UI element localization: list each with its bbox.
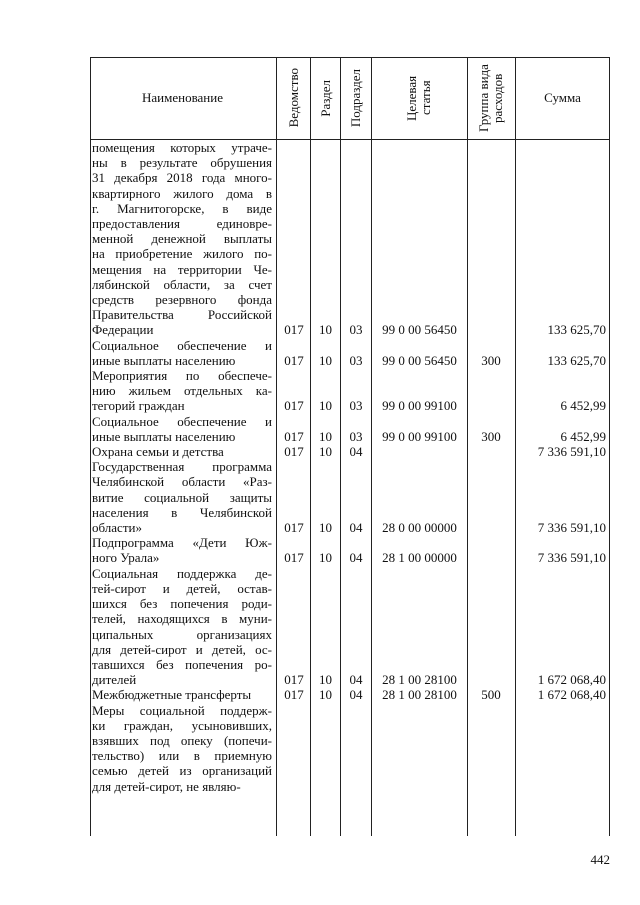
- row-name-line: Государственная программа: [92, 459, 272, 475]
- row-name-line: тельство) или в приемную: [92, 748, 272, 764]
- row-summa: 133 625,70: [547, 352, 606, 368]
- header-gruppa-cell: [468, 57, 515, 139]
- page-number: 442: [590, 852, 610, 867]
- row-razdel: 10: [319, 398, 332, 414]
- table-row: [0, 459, 640, 535]
- row-name-line: нию жильем отдельных ка-: [92, 383, 272, 399]
- row-name-line: ки граждан, усыновивших,: [92, 717, 272, 733]
- row-name-line: предоставления единовре-: [92, 216, 272, 232]
- header-podrazdel: Подраздел: [348, 68, 363, 128]
- row-razdel: 10: [319, 520, 332, 536]
- row-summa: 6 452,99: [560, 398, 606, 414]
- row-name-line: лябинской области, за счет: [92, 276, 272, 292]
- row-celevaya-statya: 28 1 00 00000: [382, 550, 457, 566]
- row-name: [92, 566, 272, 688]
- row-razdel: 10: [319, 687, 332, 703]
- row-summa: 6 452,99: [560, 428, 606, 444]
- row-razdel: 10: [319, 672, 332, 688]
- row-name-line: взявших под опеку (попечи-: [92, 732, 272, 748]
- row-name-line: Охрана семьи и детства: [92, 444, 224, 460]
- row-celevaya-statya: 99 0 00 56450: [382, 352, 457, 368]
- row-vedomstvo: 017: [284, 550, 304, 566]
- row-celevaya-statya: 99 0 00 99100: [382, 398, 457, 414]
- row-name-line: иные выплаты населению: [92, 428, 236, 444]
- row-vedomstvo: 017: [284, 672, 304, 688]
- row-podrazdel: 03: [349, 398, 363, 414]
- row-celevaya-statya: 99 0 00 56450: [382, 322, 457, 338]
- row-razdel: 10: [319, 550, 332, 566]
- row-name-line: Социальное обеспечение и: [92, 413, 272, 429]
- table-row: [0, 535, 640, 565]
- row-name-line: 31 декабря 2018 года много-: [92, 170, 272, 186]
- row-name-line: Социальное обеспечение и: [92, 337, 272, 353]
- row-razdel: 10: [319, 352, 332, 368]
- table-row: [0, 444, 640, 459]
- row-name-line: Меры социальной поддерж-: [92, 702, 272, 718]
- header-celevaya-statya: Целевая статья: [403, 75, 433, 121]
- row-name-line: тегорий граждан: [92, 398, 185, 414]
- row-podrazdel: 04: [349, 687, 363, 703]
- row-name-line: иные выплаты населению: [92, 352, 236, 368]
- row-name-line: тавшихся без попечения ро-: [92, 656, 272, 672]
- row-name-line: Подпрограмма «Дети Юж-: [92, 535, 272, 551]
- table-row: [0, 338, 640, 368]
- row-name-line: телей, находящихся в муни-: [92, 611, 272, 627]
- row-name-line: на приобретение жилого по-: [92, 246, 272, 262]
- row-name-line: средств резервного фонда: [92, 292, 272, 308]
- row-name-line: дителей: [92, 672, 137, 688]
- row-name-line: г. Магнитогорске, в виде: [92, 200, 272, 216]
- header-vedomstvo: Ведомство: [285, 68, 301, 128]
- row-name: [92, 444, 272, 459]
- row-celevaya-statya: 28 1 00 28100: [382, 687, 457, 703]
- row-name-line: шихся без попечения роди-: [92, 596, 272, 612]
- row-summa: 7 336 591,10: [537, 550, 606, 566]
- row-name-line: области»: [92, 520, 142, 536]
- row-name-line: мещения на территории Че-: [92, 261, 272, 277]
- row-name-line: для детей-сирот и детей, ос-: [92, 641, 272, 657]
- row-name-line: для детей-сирот, не являю-: [92, 778, 241, 794]
- row-podrazdel: 04: [349, 550, 363, 566]
- row-razdel: 10: [319, 444, 332, 460]
- header-name: Наименование: [142, 90, 223, 105]
- row-summa: 7 336 591,10: [537, 520, 606, 536]
- table-body: [0, 140, 640, 794]
- table-row: [0, 414, 640, 444]
- row-vedomstvo: 017: [284, 352, 304, 368]
- row-name-line: населения в Челябинской: [92, 504, 272, 520]
- row-gruppa: 300: [481, 352, 501, 368]
- row-razdel: 10: [319, 428, 332, 444]
- row-name: [92, 535, 272, 565]
- row-name: [92, 368, 272, 414]
- row-name: [92, 687, 272, 702]
- row-razdel: 10: [319, 322, 332, 338]
- row-podrazdel: 04: [349, 520, 363, 536]
- header-celevaya-cell: [372, 57, 467, 139]
- row-name-line: семью детей из организаций: [92, 763, 272, 779]
- row-name-line: ны в результате обрушения: [92, 155, 272, 171]
- row-celevaya-statya: 99 0 00 99100: [382, 428, 457, 444]
- row-name-line: витие социальной защиты: [92, 489, 272, 505]
- row-name-line: менной денежной выплаты: [92, 231, 272, 247]
- row-vedomstvo: 017: [284, 398, 304, 414]
- row-summa: 133 625,70: [547, 322, 606, 338]
- row-vedomstvo: 017: [284, 444, 304, 460]
- table-row: [0, 566, 640, 688]
- row-name-line: Социальная поддержка де-: [92, 565, 272, 581]
- row-name-line: ципальных организациях: [92, 626, 272, 642]
- header-razdel: Раздел: [317, 79, 333, 117]
- header-razdel-cell: [311, 57, 340, 139]
- row-podrazdel: 04: [349, 672, 363, 688]
- table-row: [0, 140, 640, 338]
- header-gruppa-vida-rashodov: Группа вида расходов: [475, 64, 505, 132]
- row-celevaya-statya: 28 0 00 00000: [382, 520, 457, 536]
- row-name-line: Федерации: [92, 322, 154, 338]
- row-name-line: Правительства Российской: [92, 307, 272, 323]
- row-vedomstvo: 017: [284, 428, 304, 444]
- table-row: [0, 703, 640, 794]
- row-name: [92, 414, 272, 444]
- row-name-line: квартирного жилого дома в: [92, 185, 272, 201]
- row-name-line: ного Урала»: [92, 550, 160, 566]
- row-summa: 7 336 591,10: [537, 444, 606, 460]
- row-vedomstvo: 017: [284, 520, 304, 536]
- row-vedomstvo: 017: [284, 687, 304, 703]
- row-gruppa: 300: [481, 428, 501, 444]
- row-name: [92, 140, 272, 338]
- row-name-line: помещения которых утраче-: [92, 140, 272, 155]
- row-celevaya-statya: 28 1 00 28100: [382, 672, 457, 688]
- row-name: [92, 459, 272, 535]
- row-name-line: тей-сирот и детей, остав-: [92, 580, 272, 596]
- row-podrazdel: 03: [349, 322, 363, 338]
- row-gruppa: 500: [481, 687, 501, 703]
- row-name: [92, 703, 272, 794]
- table-row: [0, 687, 640, 702]
- header-summa: Сумма: [544, 90, 581, 105]
- row-summa: 1 672 068,40: [537, 687, 606, 703]
- row-podrazdel: 03: [349, 352, 363, 368]
- row-name-line: Межбюджетные трансферты: [92, 687, 252, 703]
- table-row: [0, 368, 640, 414]
- header-vedomstvo-cell: [277, 57, 310, 139]
- header-podrazdel-cell: [341, 57, 371, 139]
- row-name: [92, 338, 272, 368]
- row-podrazdel: 04: [349, 444, 363, 460]
- row-podrazdel: 03: [349, 428, 363, 444]
- row-name-line: Мероприятия по обеспече-: [92, 368, 272, 384]
- row-name-line: Челябинской области «Раз-: [92, 474, 272, 490]
- row-summa: 1 672 068,40: [537, 672, 606, 688]
- row-vedomstvo: 017: [284, 322, 304, 338]
